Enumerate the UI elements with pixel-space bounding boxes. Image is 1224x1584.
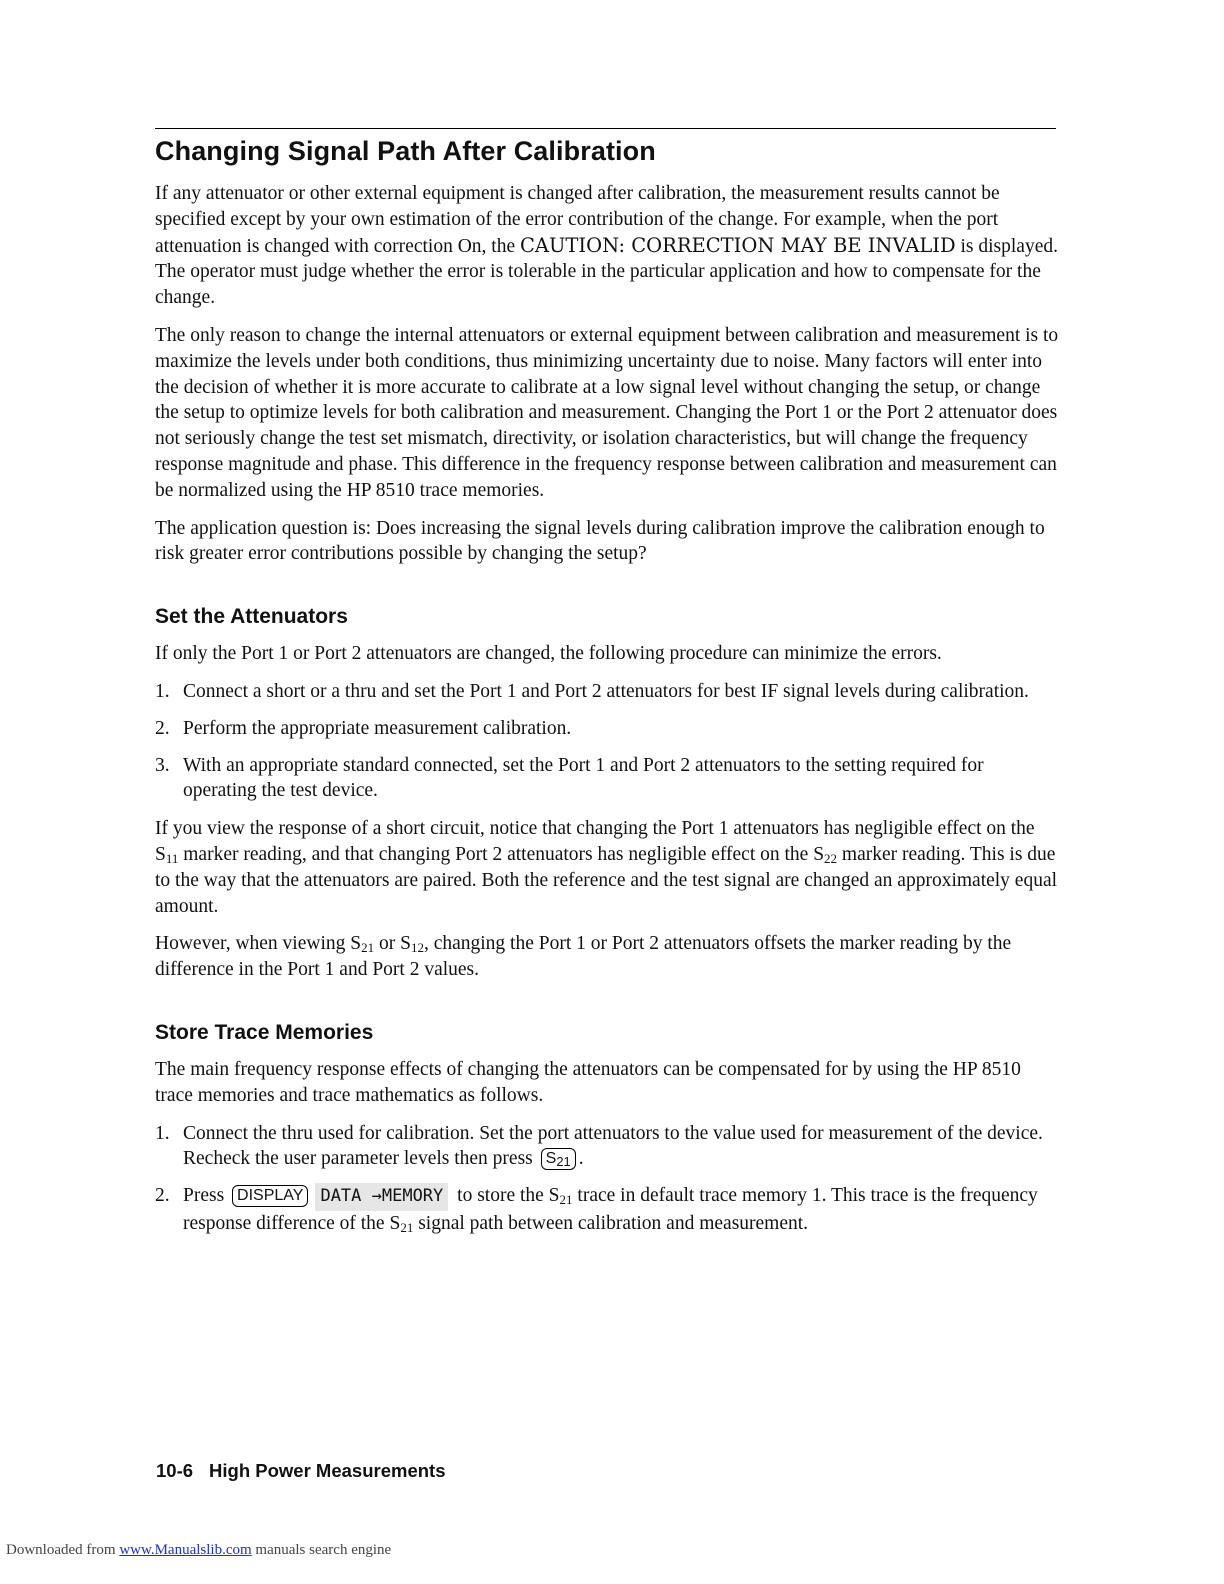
page-footer [156, 1460, 445, 1482]
short-circuit-paragraph [155, 816, 1060, 919]
view-text-c: marker reading. This is due to the way that the attenuators are paired. Both the reference and the test signal are changed an approximately equal amount. [155, 843, 1058, 917]
intro-paragraph-2: The only reason to change the internal attenuators or external equipment between calibration and measurement is to maximize the levels under both conditions, thus minimizing uncertainty due to noise. Many factors will enter into the decision of whether it is more accurate to calibrate at a low signal level without changing the setup, or change the setup to optimize levels for both calibration and measurement. Changing the Port 1 or the Port 2 attenuator does not seriously change the test set mismatch, directivity, or isolation characteristics, but will change the frequency response magnitude and phase. This difference in the frequency response between calibration and measurement can be normalized using the HP 8510 trace memories. [155, 324, 1059, 501]
step-text: Connect the thru used for calibration. Set the port attenuators to the value used for measurement of the device. Recheck the user parameter levels then press [183, 1122, 1043, 1170]
subscript: 22 [824, 850, 838, 866]
chapter-title: High Power Measurements [209, 1460, 446, 1481]
manualslib-link[interactable]: www.Manualslib.com [119, 1542, 252, 1558]
intro-paragraph-1 [155, 181, 1060, 311]
page-number: 10-6 [156, 1460, 194, 1481]
download-prefix: Downloaded from [6, 1542, 116, 1558]
intro-paragraph-3: The application question is: Does increasing the signal levels during calibration improve the calibration enough to risk greater error contributions possible by changing the setup? [155, 517, 1045, 565]
step-text: Perform the appropriate measurement calibration. [183, 717, 572, 739]
step-number: 1. [155, 680, 170, 702]
step-number: 3. [155, 754, 170, 776]
attenuators-steps [155, 679, 1060, 804]
data-memory-softkey: DATA →MEMORY [315, 1183, 448, 1211]
step-text: With an appropriate standard connected, set the Port 1 and Port 2 attenuators to the setting required for operating the test device. [183, 754, 984, 802]
list-item [155, 1183, 1060, 1237]
step2-text-a: to store the S [457, 1185, 560, 1207]
step2-text-c: signal path between calibration and measurement. [413, 1212, 809, 1234]
memories-steps [155, 1121, 1060, 1237]
view-text-a: If you view the response of a short circuit, notice that changing the Port 1 attenuators has negligible effect on the S [155, 818, 1035, 865]
however-text-c: , changing the Port 1 or Port 2 attenuators offsets the marker reading by the difference in the Port 1 and Port 2 values. [155, 933, 1012, 981]
subscript: 21 [556, 1154, 571, 1170]
press-word: Press [183, 1185, 225, 1207]
subscript: 11 [165, 850, 179, 866]
display-key: DISPLAY [232, 1185, 308, 1207]
step-number: 2. [155, 1185, 170, 1207]
however-text-b: or S [374, 933, 411, 955]
however-text-a: However, when viewing S [155, 933, 362, 955]
download-suffix: manuals search engine [255, 1542, 392, 1558]
view-text-b: marker reading, and that changing Port 2 attenuators has negligible effect on the S [178, 843, 825, 865]
download-banner [6, 1542, 391, 1559]
subscript: 21 [400, 1219, 414, 1235]
step-number: 1. [155, 1122, 170, 1144]
list-item [155, 679, 1060, 705]
step-end: . [578, 1148, 584, 1170]
list-item [155, 753, 1060, 805]
section-title-attenuators: Set the Attenuators [155, 605, 348, 629]
however-paragraph [155, 931, 1060, 983]
step2-text-b: trace in default trace memory 1. This trace is the frequency response difference of the S [183, 1185, 1038, 1234]
subscript: 21 [361, 940, 375, 956]
subscript: 21 [559, 1192, 573, 1208]
caution-message: CAUTION: CORRECTION MAY BE INVALID [519, 233, 956, 257]
intro-p1-text-b: is displayed. The operator must judge whether the error is tolerable in the particular application and how to compensate for the change. [155, 235, 1058, 309]
step-number: 2. [155, 717, 170, 739]
key-label: S [545, 1150, 557, 1168]
memories-intro: The main frequency response effects of changing the attenuators can be compensated for by using the HP 8510 trace memories and trace mathematics as follows. [155, 1058, 1021, 1106]
s21-key [541, 1148, 576, 1170]
page-title: Changing Signal Path After Calibration [155, 136, 656, 166]
step-text: Connect a short or a thru and set the Port 1 and Port 2 attenuators for best IF signal levels during calibration. [183, 680, 1029, 702]
section-title-memories: Store Trace Memories [155, 1020, 374, 1044]
heading-rule [155, 128, 1056, 129]
list-item [155, 716, 1060, 742]
subscript: 12 [410, 940, 424, 956]
page-content [155, 136, 1060, 1249]
intro-p1-text-a: If any attenuator or other external equipment is changed after calibration, the measurement results cannot be specified except by your own estimation of the error contribution of the change. For example, when the port attenuation is changed with correction On, the [155, 183, 1000, 257]
list-item [155, 1121, 1060, 1173]
attenuators-intro: If only the Port 1 or Port 2 attenuators are changed, the following procedure can minimize the errors. [155, 643, 942, 665]
